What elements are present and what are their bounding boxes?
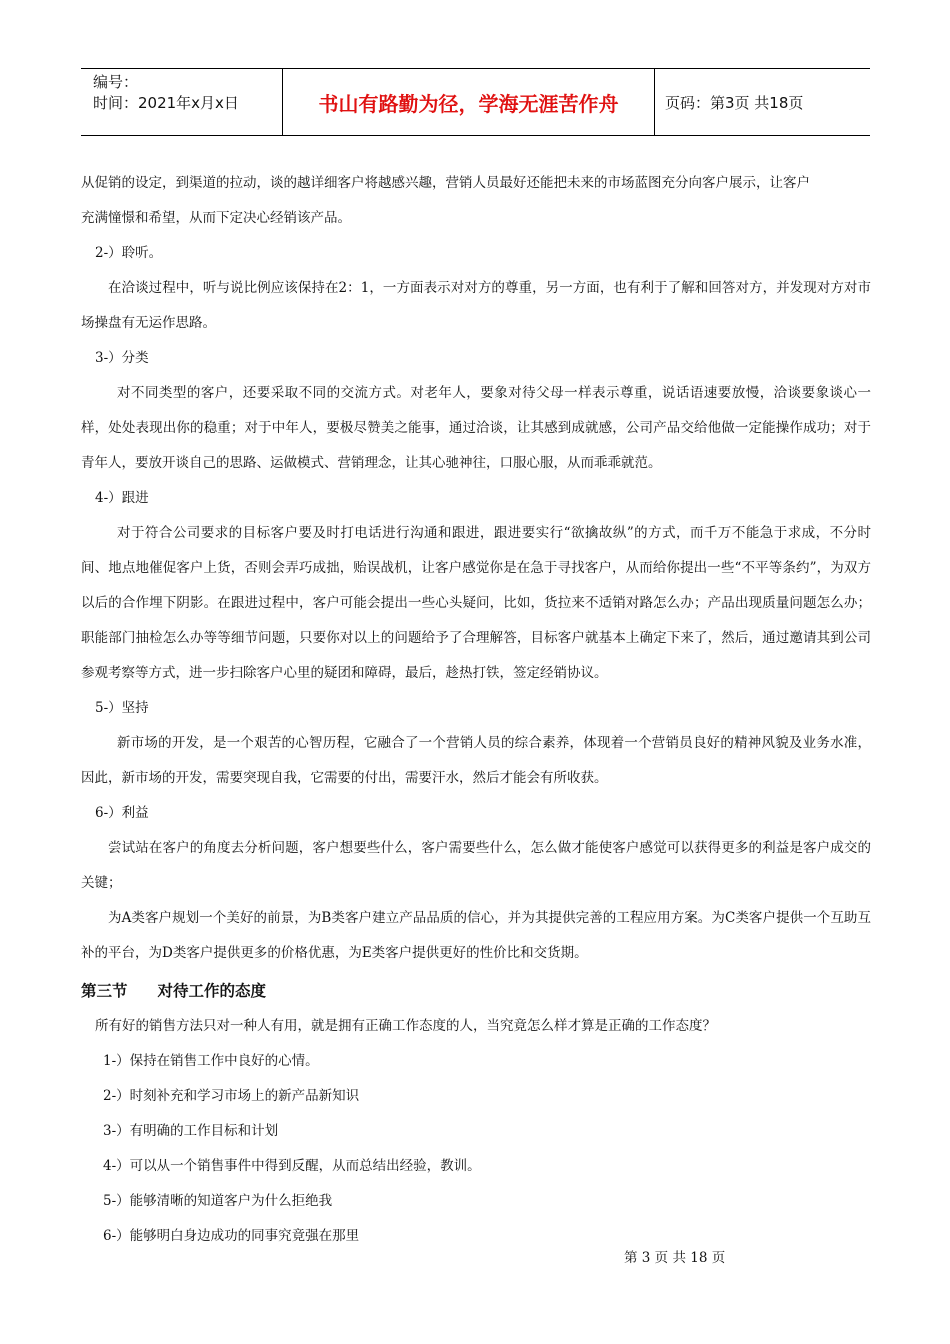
list-item: 1-）保持在销售工作中良好的心情。 [103,1053,319,1069]
subheading-listen: 2-）聆听。 [95,245,163,261]
subheading-benefit: 6-）利益 [95,805,149,821]
document-body [81,166,871,1254]
subheading-persist: 5-）坚持 [95,700,149,716]
section-title: 对待工作的态度 [157,982,267,1000]
paragraph-line: 从促销的设定，到渠道的拉动，谈的越详细客户将越感兴趣，营销人员最好还能把未来的市场蓝图充分向客户展示，让客户 [81,175,810,191]
list-item: 3-）有明确的工作目标和计划 [103,1123,279,1139]
section-number: 第三节 [81,982,128,1000]
subheading-classify: 3-）分类 [95,350,149,366]
paragraph-customer-types: 为A类客户规划一个美好的前景，为B类客户建立产品品质的信心，并为其提供完善的工程应用方案。为C类客户提供一个互助互补的平台，为D类客户提供更多的价格优惠，为E类客户提供更好的性价比和交货期。 [81,910,871,961]
paragraph-classify: 对不同类型的客户，还要采取不同的交流方式。对老年人，要象对待父母一样表示尊重，说话语速要放慢，洽谈要象谈心一样，处处表现出你的稳重；对于中年人，要极尽赞美之能事，通过洽谈，让其感到成就感，公司产品交给他做一定能操作成功；对于青年人，要放开谈自己的思路、运做模式、营销理念，让其心驰神往，口服心服，从而乖乖就范。 [81,385,871,471]
section-intro: 所有好的销售方法只对一种人有用，就是拥有正确工作态度的人，当究竟怎么样才算是正确的工作态度？ [95,1018,716,1034]
header-left-cell [81,69,283,135]
paragraph-persist: 新市场的开发，是一个艰苦的心智历程，它融合了一个营销人员的综合素养，体现着一个营销员良好的精神风貌及业务水准，因此，新市场的开发，需要突现自我，它需要的付出，需要汗水，然后才能会有所收获。 [81,735,871,786]
list-item: 2-）时刻补充和学习市场上的新产品新知识 [103,1088,360,1104]
paragraph-line: 充满憧憬和希望，从而下定决心经销该产品。 [81,210,351,226]
page-footer: 第 3 页 共 18 页 [624,1250,726,1266]
paragraph-benefit: 尝试站在客户的角度去分析问题，客户想要些什么，客户需要些什么，怎么做才能使客户感觉可以获得更多的利益是客户成交的关键； [81,840,871,891]
section-heading [81,975,871,1007]
code-label: 编号： [93,73,139,91]
subheading-follow-up: 4-）跟进 [95,490,149,506]
motto-text: 书山有路勤为径，学海无涯苦作舟 [283,69,655,135]
time-label: 时间：2021年x月x日 [93,94,239,112]
page-header-table [81,68,870,136]
list-item: 6-）能够明白身边成功的同事究竟强在那里 [103,1228,360,1244]
paragraph-follow-up: 对于符合公司要求的目标客户要及时打电话进行沟通和跟进，跟进要实行“欲擒故纵”的方式，而千万不能急于求成，不分时间、地点地催促客户上货，否则会弄巧成拙，贻误战机，让客户感觉你是在急于寻找客户，从而给你提出一些“不平等条约”，为双方以后的合作埋下阴影。在跟进过程中，客户可能会提出一些心头疑问，比如，货拉来不适销对路怎么办；产品出现质量问题怎么办；职能部门抽检怎么办等等细节问题，只要你对以上的问题给予了合理解答，目标客户就基本上确定下来了，然后，通过邀请其到公司参观考察等方式，进一步扫除客户心里的疑团和障碍，最后，趁热打铁，签定经销协议。 [81,525,871,681]
list-item: 4-）可以从一个销售事件中得到反醒，从而总结出经验，教训。 [103,1158,481,1174]
list-item: 5-）能够清晰的知道客户为什么拒绝我 [103,1193,333,1209]
page-info: 页码：第3页 共18页 [665,93,804,112]
paragraph-listen: 在洽谈过程中，听与说比例应该保持在2：1，一方面表示对对方的尊重，另一方面，也有利于了解和回答对方，并发现对方对市场操盘有无运作思路。 [81,280,871,331]
